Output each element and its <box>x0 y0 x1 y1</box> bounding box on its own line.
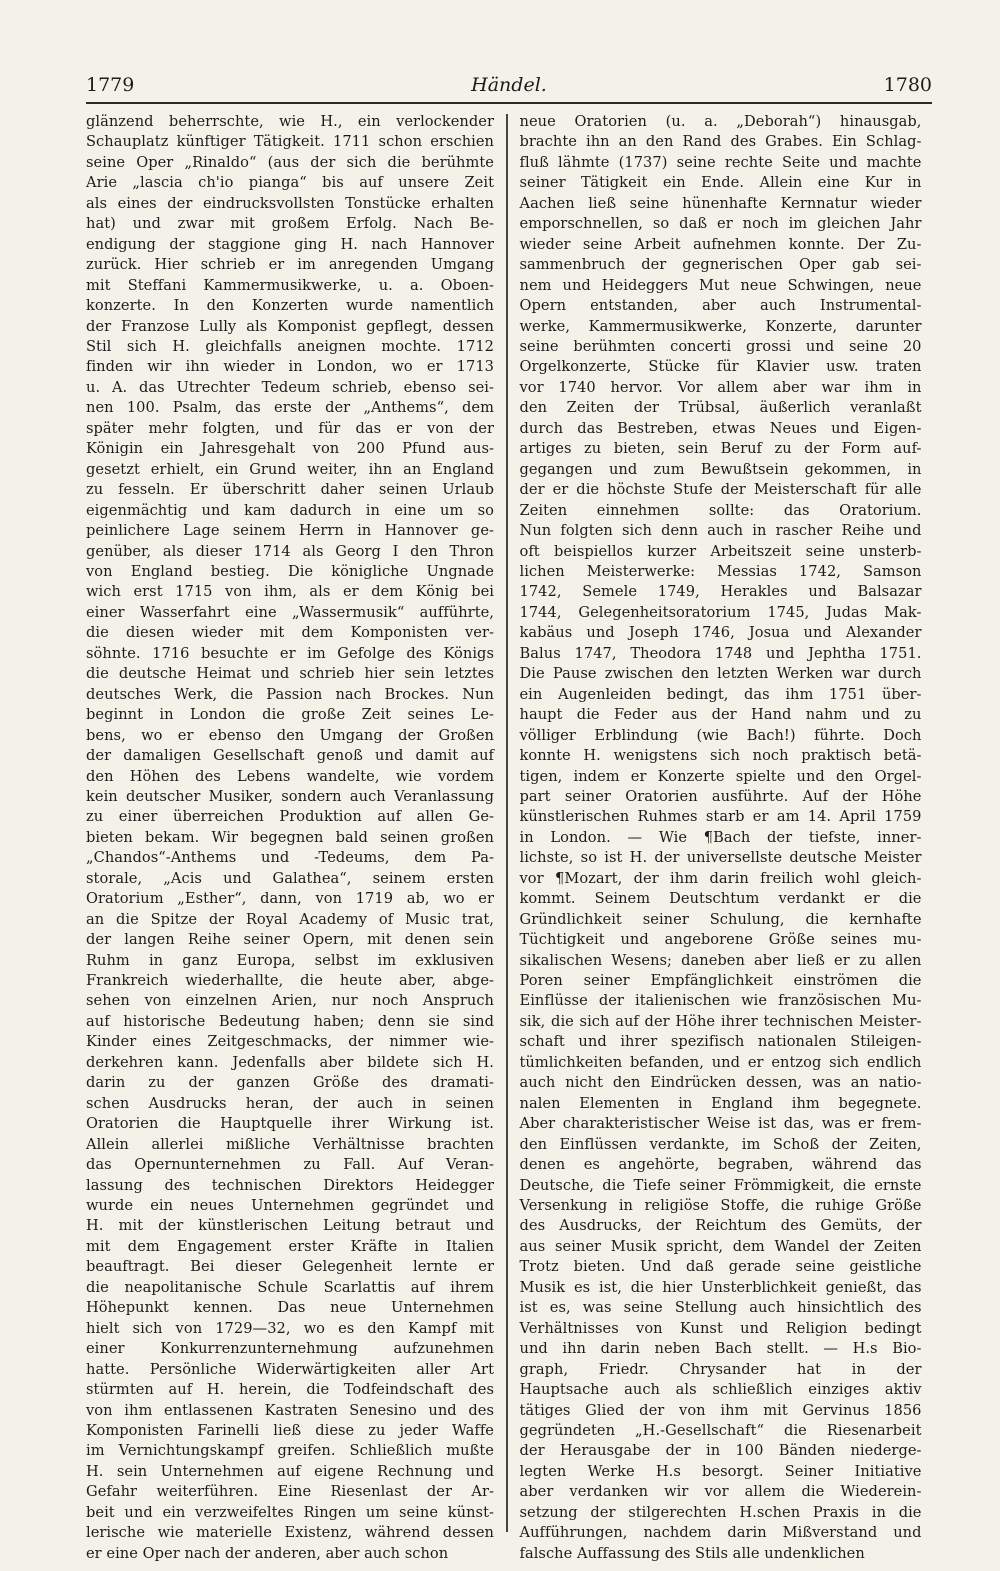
text-line: kommt. Seinem Deutschtum verdankt er die <box>519 890 922 908</box>
text-line: künstlerischen Ruhmes starb er am 14. April 1759 <box>519 808 922 826</box>
text-line: Opern entstanden, aber auch Instrumental- <box>519 297 922 315</box>
text-line: nem und Heideggers Mut neue Schwingen, neue <box>519 276 922 294</box>
text-line: Höhepunkt kennen. Das neue Unternehmen <box>86 1299 494 1317</box>
text-line: Nun folgten sich denn auch in rascher Reihe und <box>519 522 922 540</box>
text-line: zurück. Hier schrieb er im anregenden Umgang <box>86 256 494 274</box>
text-line: denen es angehörte, begraben, während das <box>519 1156 922 1174</box>
text-line: „Chandos“-Anthems und -Tedeums, dem Pa- <box>86 849 494 867</box>
text-line: Gründlichkeit seiner Schulung, die kernhafte <box>519 910 922 928</box>
text-line: an die Spitze der Royal Academy of Music trat, <box>86 910 494 928</box>
text-line: der langen Reihe seiner Opern, mit denen sein <box>86 931 494 949</box>
text-line: völliger Erblindung (wie Bach!) führte. Doch <box>519 726 922 744</box>
text-line: hatte. Persönliche Widerwärtigkeiten aller Art <box>86 1360 494 1378</box>
text-line: söhnte. 1716 besuchte er im Gefolge des Königs <box>86 644 494 662</box>
text-line: sikalischen Wesens; daneben aber ließ er zu allen <box>519 951 922 969</box>
text-line: Musik es ist, die hier Unsterblichkeit genießt, das <box>519 1278 922 1296</box>
text-line: der Franzose Lully als Komponist gepflegt, dessen <box>86 317 494 335</box>
text-line: schaft und ihrer spezifisch nationalen Stileigen- <box>519 1033 922 1051</box>
text-line: wurde ein neues Unternehmen gegründet und <box>86 1197 494 1215</box>
page-header <box>86 62 932 96</box>
text-line: vor ¶Mozart, der ihm darin freilich wohl gleich- <box>519 869 922 887</box>
text-line: stürmten auf H. herein, die Todfeindschaft des <box>86 1381 494 1399</box>
text-line: beginnt in London die große Zeit seines Le- <box>86 706 494 724</box>
text-line: haupt die Feder aus der Hand nahm und zu <box>519 706 922 724</box>
text-line: von England bestieg. Die königliche Ungnade <box>86 562 494 580</box>
text-line: gegangen und zum Bewußtsein gekommen, in <box>519 460 922 478</box>
text-line: brachte ihn an den Rand des Grabes. Ein Schlag- <box>519 133 922 151</box>
text-line: Gefahr weiterführen. Eine Riesenlast der Ar- <box>86 1483 494 1501</box>
text-line: Ruhm in ganz Europa, selbst im exklusiven <box>86 951 494 969</box>
text-line: hielt sich von 1729—32, wo es den Kampf mit <box>86 1319 494 1337</box>
text-line: Oratorium „Esther“, dann, von 1719 ab, wo er <box>86 890 494 908</box>
text-line: artiges zu bieten, sein Beruf zu der Form auf- <box>519 440 922 458</box>
text-line: Tüchtigkeit und angeborene Größe seines mu- <box>519 931 922 949</box>
page-number-right: 1780 <box>883 74 932 96</box>
text-line: bens, wo er ebenso den Umgang der Großen <box>86 726 494 744</box>
text-line: einer Wasserfahrt eine „Wassermusik“ aufführte, <box>86 603 494 621</box>
text-line: glänzend beherrschte, wie H., ein verlockender <box>86 113 494 130</box>
text-line: beauftragt. Bei dieser Gelegenheit lernte er <box>86 1258 494 1276</box>
text-line: 1744, Gelegenheitsoratorium 1745, Judas Mak- <box>519 603 922 621</box>
text-line: tätiges Glied der von ihm mit Gervinus 1856 <box>519 1401 922 1419</box>
text-line: part seiner Oratorien ausführte. Auf der Höhe <box>519 787 922 805</box>
text-line: konnte H. wenigstens sich noch praktisch betä- <box>519 747 922 765</box>
text-line: Aachen ließ seine hünenhafte Kernnatur wieder <box>519 194 922 212</box>
text-line: konzerte. In den Konzerten wurde namentlich <box>86 297 494 315</box>
text-line: Stil sich H. gleichfalls aneignen mochte. 1712 <box>86 337 494 355</box>
running-title: Händel. <box>471 74 547 96</box>
text-line: lichste, so ist H. der universellste deutsche Meister <box>519 849 922 867</box>
text-line: zu fesseln. Er überschritt daher seinen Urlaub <box>86 481 494 499</box>
text-line: emporschnellen, so daß er noch im gleichen Jahr <box>519 215 922 233</box>
text-line: mit dem Engagement erster Kräfte in Italien <box>86 1237 494 1255</box>
text-line: hat) und zwar mit großem Erfolg. Nach Be- <box>86 215 494 233</box>
text-line: Allein allerlei mißliche Verhältnisse brachten <box>86 1135 494 1153</box>
text-line: tümlichkeiten befanden, und er entzog sich endlich <box>519 1053 922 1071</box>
text-line: Balus 1747, Theodora 1748 und Jephtha 1751. <box>519 644 922 662</box>
text-line: seine berühmten concerti grossi und seine 20 <box>519 337 922 355</box>
text-line: lichen Meisterwerke: Messias 1742, Samson <box>519 562 922 580</box>
text-line: ist es, was seine Stellung auch hinsichtlich des <box>519 1299 922 1317</box>
text-line: fluß lähmte (1737) seine rechte Seite und machte <box>519 153 922 171</box>
text-line: kabäus und Joseph 1746, Josua und Alexander <box>519 624 922 642</box>
text-line: werke, Kammermusikwerke, Konzerte, darunter <box>519 317 922 335</box>
text-line: lerische wie materielle Existenz, während dessen <box>86 1524 494 1542</box>
text-line: genüber, als dieser 1714 als Georg I den Thron <box>86 542 494 560</box>
text-line: gesetzt erhielt, ein Grund weiter, ihn an England <box>86 460 494 478</box>
text-line: setzung der stilgerechten H.schen Praxis in die <box>519 1503 922 1521</box>
text-line: u. A. das Utrechter Tedeum schrieb, ebenso sei- <box>86 378 494 396</box>
text-line: aber verdanken wir vor allem die Wiederein- <box>519 1483 922 1501</box>
text-line: Kinder eines Zeitgeschmacks, der nimmer wie- <box>86 1033 494 1051</box>
text-line: Aufführungen, nachdem darin Mißverstand und <box>519 1524 922 1542</box>
text-line: der Herausgabe der in 100 Bänden niederge- <box>519 1442 922 1460</box>
left-column <box>86 112 506 1562</box>
text-line: zu einer überreichen Produktion auf allen Ge- <box>86 808 494 826</box>
text-line: Verhältnisses von Kunst und Religion bedingt <box>519 1319 922 1337</box>
text-line: sehen von einzelnen Arien, nur noch Anspruch <box>86 992 494 1010</box>
text-line: Deutsche, die Tiefe seiner Frömmigkeit, die ernste <box>519 1176 922 1194</box>
text-line: Poren seiner Empfänglichkeit einströmen die <box>519 972 922 990</box>
header-rule <box>86 102 932 104</box>
text-line: Frankreich wiederhallte, die heute aber, abge- <box>86 972 494 990</box>
text-line: auf historische Bedeutung haben; denn sie sind <box>86 1012 494 1030</box>
text-line: der er die höchste Stufe der Meisterschaft für alle <box>519 481 922 499</box>
text-line: neue Oratorien (u. a. „Deborah“) hinausgab, <box>519 113 922 130</box>
text-line: Hauptsache auch als schließlich einziges aktiv <box>519 1381 922 1399</box>
text-line: storale, „Acis und Galathea“, seinem ersten <box>86 869 494 887</box>
text-line: der damaligen Gesellschaft genoß und damit auf <box>86 747 494 765</box>
text-line: die diesen wieder mit dem Komponisten ver- <box>86 624 494 642</box>
text-line: lassung des technischen Direktors Heidegger <box>86 1176 494 1194</box>
text-line: vor 1740 hervor. Vor allem aber war ihm in <box>519 378 922 396</box>
text-line: einer Konkurrenzunternehmung aufzunehmen <box>86 1340 494 1358</box>
text-line: Komponisten Farinelli ließ diese zu jeder Waffe <box>86 1422 494 1439</box>
text-line: Zeiten einnehmen sollte: das Oratorium. <box>519 501 922 519</box>
text-line: des Ausdrucks, der Reichtum des Gemüts, der <box>519 1217 922 1235</box>
text-line: falsche Auffassung des Stils alle undenklichen <box>519 1544 865 1562</box>
text-line: er eine Oper nach der anderen, aber auch schon <box>86 1544 449 1562</box>
text-line: aus seiner Musik spricht, dem Wandel der Zeiten <box>519 1237 922 1255</box>
text-line: oft beispiellos kurzer Arbeitszeit seine unsterb- <box>519 542 922 560</box>
text-line: Königin ein Jahresgehalt von 200 Pfund aus- <box>86 440 494 458</box>
text-line: Arie „lascia ch'io pianga“ bis auf unsere Zeit <box>86 174 494 192</box>
text-line: Die Pause zwischen den letzten Werken war durch <box>519 665 922 683</box>
text-line: H. mit der künstlerischen Leitung betraut und <box>86 1217 494 1235</box>
text-line: den Höhen des Lebens wandelte, wie vordem <box>86 767 494 785</box>
text-line: tigen, indem er Konzerte spielte und den Orgel- <box>519 767 922 785</box>
text-line: im Vernichtungskampf greifen. Schließlich mußte <box>86 1442 494 1460</box>
text-line: später mehr folgten, und für das er von der <box>86 419 494 437</box>
text-line: finden wir ihn wieder in London, wo er 1713 <box>86 358 494 376</box>
text-line: Orgelkonzerte, Stücke für Klavier usw. traten <box>519 358 922 376</box>
text-line: H. sein Unternehmen auf eigene Rechnung und <box>86 1462 494 1480</box>
text-line: Trotz bieten. Und daß gerade seine geistliche <box>519 1258 922 1276</box>
text-line: gegründeten „H.-Gesellschaft“ die Riesenarbeit <box>519 1422 922 1439</box>
text-line: in London. — Wie ¶Bach der tiefste, inner- <box>519 828 922 846</box>
text-line: den Zeiten der Trübsal, äußerlich veranlaßt <box>519 399 922 417</box>
right-column <box>508 112 922 1562</box>
text-line: Aber charakteristischer Weise ist das, was er frem- <box>519 1115 922 1133</box>
text-line: schen Ausdrucks heran, der auch in seinen <box>86 1094 494 1112</box>
text-line: Schauplatz künftiger Tätigkeit. 1711 schon erschien <box>86 133 494 151</box>
text-line: auch nicht den Eindrücken dessen, was an natio- <box>519 1074 922 1092</box>
text-line: nalen Elementen in England ihm begegnete. <box>519 1094 922 1112</box>
text-line: den Einflüssen verdankte, im Schoß der Zeiten, <box>519 1135 922 1153</box>
text-line: deutsches Werk, die Passion nach Brockes. Nun <box>86 685 494 703</box>
text-line: sik, die sich auf der Höhe ihrer technischen Meister- <box>519 1012 922 1030</box>
page-number-left: 1779 <box>86 74 135 96</box>
text-line: Oratorien die Hauptquelle ihrer Wirkung ist. <box>86 1115 494 1133</box>
text-line: bieten bekam. Wir begegnen bald seinen großen <box>86 828 494 846</box>
text-line: die deutsche Heimat und schrieb hier sein letztes <box>86 665 494 683</box>
text-line: nen 100. Psalm, das erste der „Anthems“, dem <box>86 399 494 417</box>
text-line: Versenkung in religiöse Stoffe, die ruhige Größe <box>519 1197 922 1215</box>
text-line: seiner Tätigkeit ein Ende. Allein eine Kur in <box>519 174 922 192</box>
text-line: und ihn darin neben Bach stellt. — H.s Bio- <box>519 1340 922 1358</box>
text-line: graph, Friedr. Chrysander hat in der <box>519 1360 922 1378</box>
text-line: das Opernunternehmen zu Fall. Auf Veran- <box>86 1156 494 1174</box>
text-line: sammenbruch der gegnerischen Oper gab sei- <box>519 256 922 274</box>
text-columns <box>86 112 932 1562</box>
text-line: mit Steffani Kammermusikwerke, u. a. Oboen- <box>86 276 494 294</box>
text-line: ein Augenleiden bedingt, das ihm 1751 über- <box>519 685 922 703</box>
text-line: peinlichere Lage seinem Herrn in Hannover ge- <box>86 522 494 540</box>
text-line: wich erst 1715 von ihm, als er dem König bei <box>86 583 494 601</box>
text-line: kein deutscher Musiker, sondern auch Veranlassung <box>86 787 494 805</box>
text-line: darin zu der ganzen Größe des dramati- <box>86 1074 494 1092</box>
text-line: von ihm entlassenen Kastraten Senesino und des <box>86 1401 494 1419</box>
text-line: als eines der eindrucksvollsten Tonstücke erhalten <box>86 194 494 212</box>
text-line: derkehren kann. Jedenfalls aber bildete sich H. <box>86 1053 494 1071</box>
text-line: legten Werke H.s besorgt. Seiner Initiative <box>519 1462 922 1480</box>
text-line: seine Oper „Rinaldo“ (aus der sich die berühmte <box>86 153 494 171</box>
text-line: wieder seine Arbeit aufnehmen konnte. Der Zu- <box>519 235 922 253</box>
text-line: 1742, Semele 1749, Herakles und Balsazar <box>519 583 922 601</box>
text-line: endigung der staggione ging H. nach Hannover <box>86 235 494 253</box>
text-line: durch das Bestreben, etwas Neues und Eigen- <box>519 419 922 437</box>
text-line: beit und ein verzweifeltes Ringen um seine künst- <box>86 1503 494 1521</box>
text-line: Einflüsse der italienischen wie französischen Mu- <box>519 992 922 1010</box>
text-line: die neapolitanische Schule Scarlattis auf ihrem <box>86 1278 494 1296</box>
text-line: eigenmächtig und kam dadurch in eine um so <box>86 501 494 519</box>
